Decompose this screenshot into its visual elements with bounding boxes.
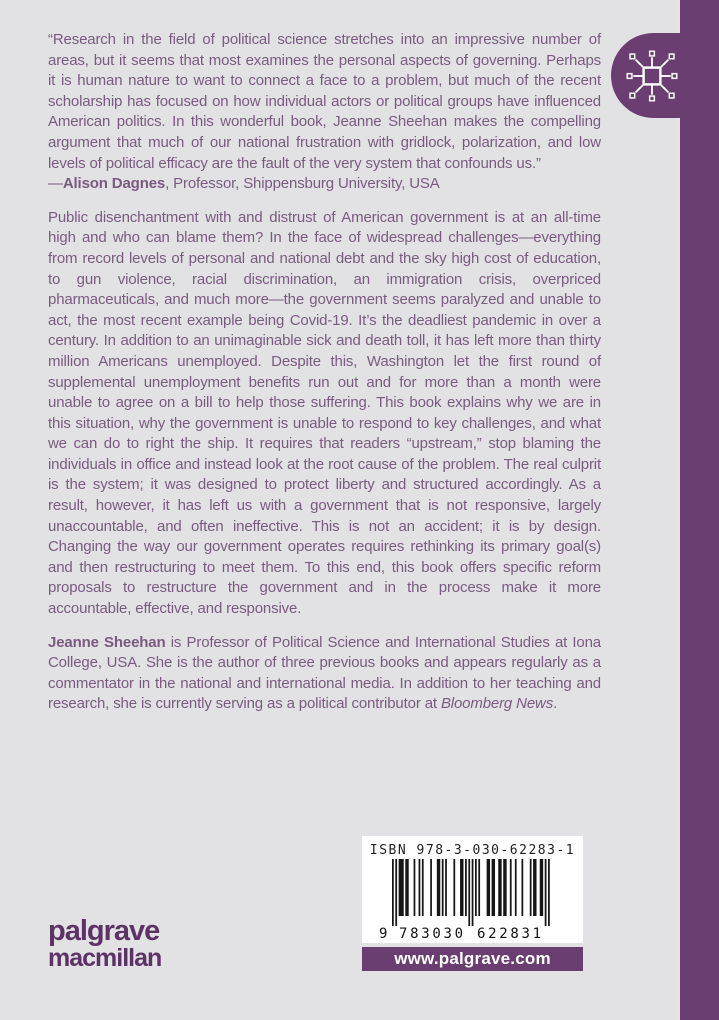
review-quote: “Research in the field of political science stretches into an impressive number of areas, but it seems that most examines the personal aspects of governing. Perhaps it is human nature to want to connect a face to a problem, but much of the recent scholarship has focused on how individual actors or political groups have influenced American politics. In this wonderful book, Jeanne Sheehan makes the compelling argument that much of our national frustration with gridlock, polarization, and low levels of political efficacy are the fault of the very system that confounds us.” xyxy=(48,31,601,172)
author-name: Jeanne Sheehan xyxy=(48,633,166,651)
ean-barcode xyxy=(378,859,568,941)
attribution-dash: — xyxy=(48,175,63,193)
bio-publication-name: Bloomberg News xyxy=(440,695,554,713)
review-attribution xyxy=(48,174,601,195)
website-url: www.palgrave.com xyxy=(394,949,551,968)
svg-text:9: 9 xyxy=(378,926,387,941)
macmillan-wordmark: macmillan xyxy=(48,944,162,972)
svg-text:622831: 622831 xyxy=(476,926,541,941)
accent-stripe xyxy=(680,0,719,1020)
author-bio xyxy=(48,633,601,715)
reviewer-name: Alison Dagnes xyxy=(62,175,166,193)
publisher-mark-tab xyxy=(611,33,719,118)
palgrave-wordmark: palgrave xyxy=(48,915,160,947)
back-cover-text xyxy=(48,30,601,715)
bio-suffix: . xyxy=(553,695,558,713)
isbn-label: ISBN 978-3-030-62283-1 xyxy=(369,843,576,858)
book-description: Public disenchantment with and distrust of American government is at an all-time high and who can blame them? In the face of widespread challenges—everything from record levels of personal and national debt and the sky high cost of education, to gun violence, racial discrimination, an immigration crisis, overpriced pharmaceuticals, and much more—the government seems paralyzed and unable to act, the most recent example being Covid-19. It’s the deadliest pandemic in over a century. In addition to an unimaginable sick and death toll, it has left more than thirty million Americans unemployed. Despite this, Washington let the first round of supplemental unemployment benefits run out and for more than a month were unable to agree on a bill to help those suffering. This book explains why we are in this situation, why the government is unable to respond to key challenges, and what we can do to right the ship. It requires that readers “upstream,” stop blaming the individuals in office and instead look at the root cause of the problem. The real culprit is the system; it was designed to protect liberty and structured accordingly. As a result, however, it has left us with a government that is not responsive, largely unaccountable, and often ineffective. This is not an accident; it is by design. Changing the way our government operates requires rethinking its primary goal(s) and then restructuring to meet them. To this end, this book offers specific reform proposals to restructure the government and in the process make it more accountable, effective, and responsive. xyxy=(48,208,601,618)
svg-text:783030: 783030 xyxy=(398,926,463,941)
reviewer-title: , Professor, Shippensburg University, USA xyxy=(165,175,440,193)
author-bio-text: is Professor of Political Science and International Studies at Iona College, USA. She is the author of three previous books and appears regularly as a commentator in the national and international media. In addition to her teaching and research, she is currently serving as a political contributor at xyxy=(48,633,601,713)
publisher-logo xyxy=(48,916,161,971)
barcode-panel xyxy=(362,836,583,943)
network-burst-icon xyxy=(624,48,680,104)
website-bar xyxy=(362,947,583,971)
